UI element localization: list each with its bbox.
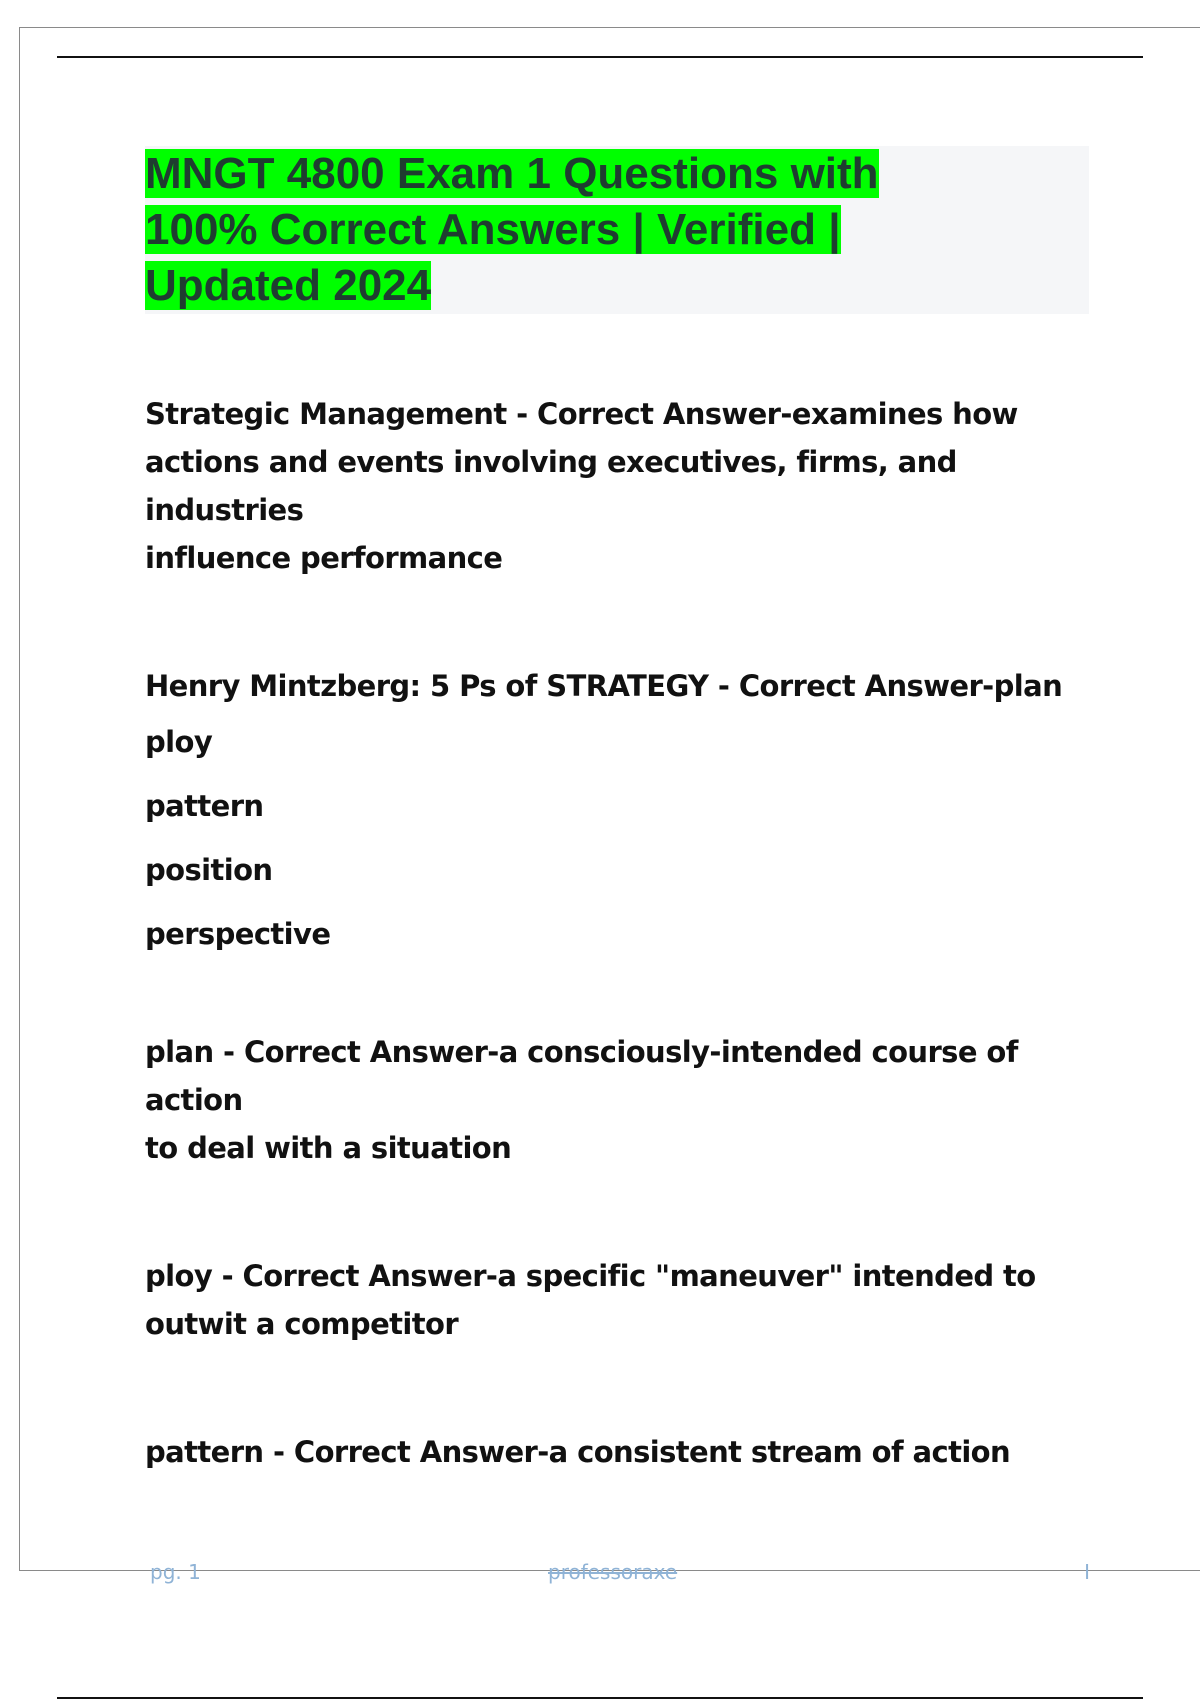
- qa-entry-strategic-management: [145, 390, 1095, 582]
- qa-entry-plan: [145, 1028, 1095, 1172]
- list-item: perspective: [145, 917, 331, 951]
- footer-author: professoraxe: [548, 1560, 678, 1584]
- top-rule: [57, 56, 1143, 58]
- qa-entry-ploy: [145, 1252, 1095, 1348]
- entry-line: actions and events involving executives, firms, and industries: [145, 445, 957, 527]
- qa-entry-pattern: [145, 1428, 1095, 1476]
- entry-line: plan - Correct Answer-a consciously-intended course of action: [145, 1035, 1018, 1117]
- list-item: ploy: [145, 725, 213, 759]
- title-block: [145, 146, 1089, 314]
- entry-line: Henry Mintzberg: 5 Ps of STRATEGY - Correct Answer-plan: [145, 669, 1063, 703]
- footer-right-mark: I: [1084, 1560, 1090, 1584]
- bottom-rule: [57, 1697, 1143, 1699]
- entry-line: outwit a competitor: [145, 1307, 459, 1341]
- list-item: position: [145, 853, 273, 887]
- entry-line: influence performance: [145, 541, 503, 575]
- title-line: Updated 2024: [145, 261, 432, 310]
- entry-line: to deal with a situation: [145, 1131, 512, 1165]
- qa-entry-five-ps: [145, 662, 1095, 710]
- entry-line: ploy - Correct Answer-a specific "maneuver" intended to: [145, 1259, 1036, 1293]
- page-number: pg. 1: [150, 1560, 201, 1584]
- entry-line: pattern - Correct Answer-a consistent stream of action: [145, 1435, 1011, 1469]
- document-body: [145, 390, 1095, 1476]
- title-line: MNGT 4800 Exam 1 Questions with: [145, 149, 879, 198]
- five-ps-list: [145, 710, 1095, 966]
- entry-line: Strategic Management - Correct Answer-examines how: [145, 397, 1018, 431]
- page-footer: [150, 1560, 1090, 1584]
- title-line: 100% Correct Answers | Verified |: [145, 205, 841, 254]
- list-item: pattern: [145, 789, 264, 823]
- document-title: [145, 146, 975, 314]
